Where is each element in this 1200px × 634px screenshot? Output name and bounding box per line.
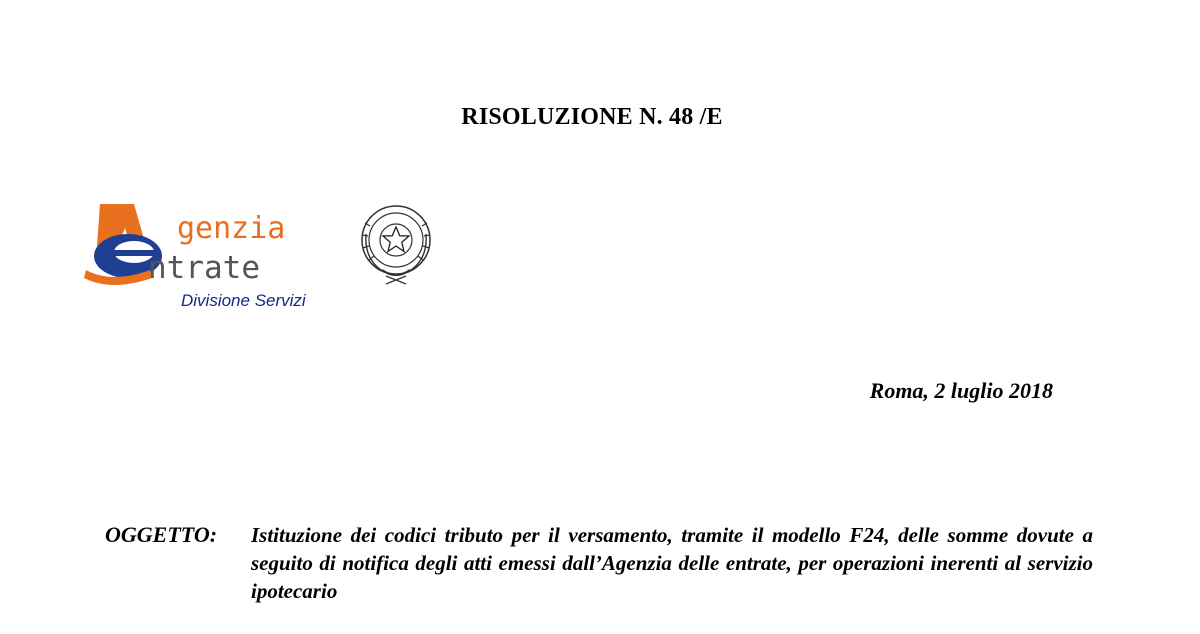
italian-republic-emblem-icon	[362, 206, 430, 284]
subject-label: OGGETTO:	[105, 522, 218, 547]
division-label: Divisione Servizi	[181, 291, 306, 310]
subject-block	[105, 521, 1093, 605]
subject-text: Istituzione dei codici tributo per il versamento, tramite il modello F24, delle somme dovute a seguito di notifica degli atti emessi dall’Agenzia delle entrate, per operazioni inerenti al servizio ipotecario	[251, 523, 1093, 603]
logo-brand-line-2: ntrate	[148, 250, 260, 286]
logo-brand-line-1: genzia	[177, 211, 286, 246]
document-title: RISOLUZIONE N. 48 /E	[461, 104, 723, 130]
place-date: Roma, 2 luglio 2018	[869, 378, 1053, 403]
